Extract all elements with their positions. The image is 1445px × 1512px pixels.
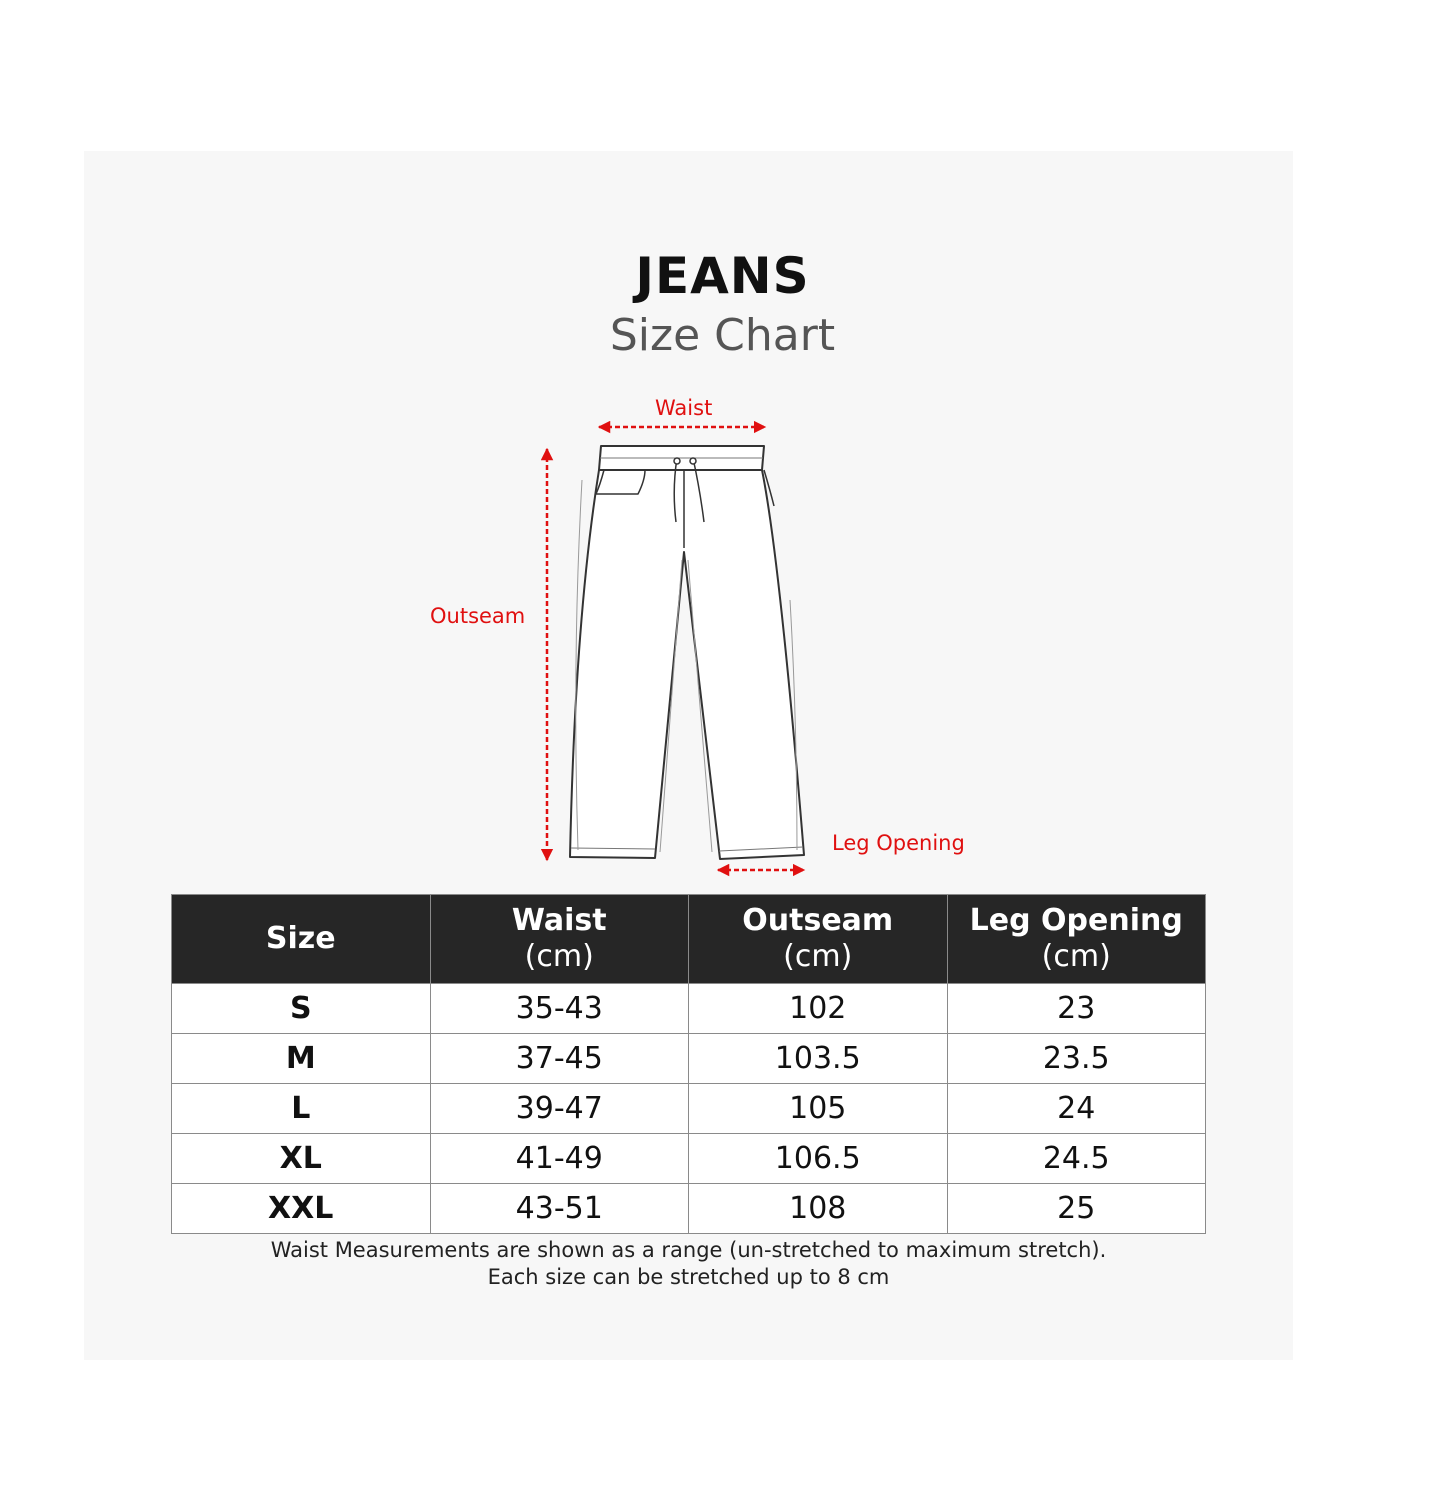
- outseam-cell: 105: [689, 1084, 948, 1134]
- header-leg-opening: [947, 895, 1206, 984]
- outseam-cell: 103.5: [689, 1034, 948, 1084]
- header-size: [172, 895, 431, 984]
- table-row: [172, 1034, 1206, 1084]
- waist-cell: 39-47: [430, 1084, 689, 1134]
- leg-opening-cell: 24: [947, 1084, 1206, 1134]
- table-row: [172, 1184, 1206, 1234]
- waist-cell: 41-49: [430, 1134, 689, 1184]
- jeans-icon: [570, 446, 804, 859]
- header-waist-unit: (cm): [524, 939, 594, 974]
- stretch-note: Each size can be stretched up to 8 cm: [487, 1265, 890, 1289]
- header-outseam-unit: (cm): [783, 939, 853, 974]
- header-outseam: [689, 895, 948, 984]
- header-leg-opening-label: Leg Opening: [969, 903, 1183, 938]
- waist-cell: 37-45: [430, 1034, 689, 1084]
- size-cell: XXL: [172, 1184, 431, 1234]
- waist-cell: 35-43: [430, 984, 689, 1034]
- header-waist: [430, 895, 689, 984]
- header-size-label: Size: [265, 921, 336, 956]
- header-leg-opening-unit: (cm): [1041, 939, 1111, 974]
- waist-cell: 43-51: [430, 1184, 689, 1234]
- table-header-row: [172, 895, 1206, 984]
- leg-opening-cell: 24.5: [947, 1134, 1206, 1184]
- waist-label: Waist: [655, 396, 713, 420]
- outseam-cell: 108: [689, 1184, 948, 1234]
- outseam-cell: 106.5: [689, 1134, 948, 1184]
- page-subtitle: Size Chart: [609, 310, 836, 361]
- size-cell: XL: [172, 1134, 431, 1184]
- leg-opening-cell: 23.5: [947, 1034, 1206, 1084]
- leg-opening-label: Leg Opening: [832, 831, 965, 855]
- size-cell: L: [172, 1084, 431, 1134]
- table-row: [172, 1084, 1206, 1134]
- header-outseam-label: Outseam: [742, 903, 894, 938]
- size-cell: M: [172, 1034, 431, 1084]
- size-table: [171, 894, 1206, 1234]
- size-cell: S: [172, 984, 431, 1034]
- leg-opening-cell: 25: [947, 1184, 1206, 1234]
- header-waist-label: Waist: [511, 903, 607, 938]
- leg-opening-cell: 23: [947, 984, 1206, 1034]
- page-title: JEANS: [635, 247, 810, 305]
- table-row: [172, 984, 1206, 1034]
- waist-range-note: Waist Measurements are shown as a range (un-stretched to maximum stretch).: [270, 1238, 1107, 1262]
- table-row: [172, 1134, 1206, 1184]
- outseam-label: Outseam: [430, 604, 526, 628]
- outseam-cell: 102: [689, 984, 948, 1034]
